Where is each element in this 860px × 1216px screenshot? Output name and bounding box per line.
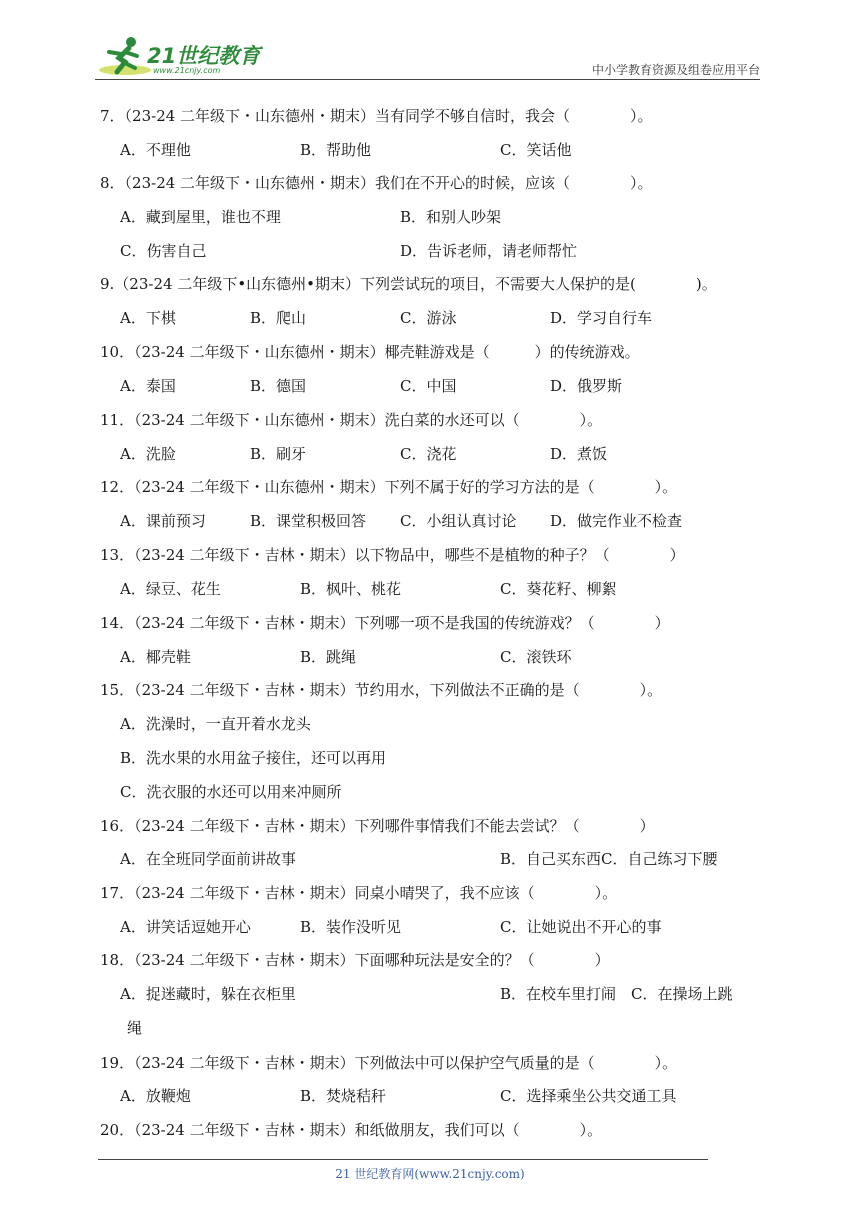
answer-option: B．焚烧秸秆	[300, 1087, 387, 1105]
footer-divider	[98, 1159, 708, 1160]
answer-option: D．学习自行车	[550, 309, 653, 327]
answer-option: C．中国	[400, 377, 457, 395]
footer-source: 21 世纪教育网(www.21cnjy.com)	[335, 1167, 525, 1181]
answer-option: B．装作没听见	[300, 918, 402, 936]
answer-option: C．笑话他	[500, 141, 572, 159]
answer-option: A．讲笑话逗她开心	[120, 918, 251, 936]
answer-option: D．告诉老师，请老师帮忙	[400, 242, 578, 260]
answer-option: A．课前预习	[120, 512, 206, 530]
question-stem: 8．（23-24 二年级下・山东德州・期末）我们在不开心的时候，应该（ ）。	[100, 174, 653, 192]
answer-option: C．小组认真讨论	[400, 512, 517, 530]
platform-name: 中小学教育资源及组卷应用平台	[591, 63, 760, 77]
answer-option: A．捉迷藏时，躲在衣柜里	[120, 985, 296, 1003]
answer-option: C．浇花	[400, 445, 457, 463]
answer-option: A．下棋	[120, 309, 176, 327]
question-stem: 16．（23-24 二年级下・吉林・期末）下列哪件事情我们不能去尝试？（ ）	[100, 817, 655, 835]
page-header	[95, 30, 760, 80]
runner-logo-icon	[95, 34, 151, 78]
answer-option: A．椰壳鞋	[120, 648, 191, 666]
answer-option: B．在校车里打闹 C．在操场上跳	[500, 985, 733, 1003]
answer-option: B．德国	[250, 377, 307, 395]
answer-option: B．和别人吵架	[400, 208, 502, 226]
question-stem: 12．（23-24 二年级下・山东德州・期末）下列不属于好的学习方法的是（ ）。	[100, 478, 678, 496]
answer-option: B．爬山	[250, 309, 307, 327]
answer-option: B．枫叶、桃花	[300, 580, 402, 598]
answer-option: B．帮助他	[300, 141, 372, 159]
answer-option: C．滚铁环	[500, 648, 572, 666]
answer-option: B．跳绳	[300, 648, 357, 666]
logo-text: 21世纪教育	[147, 44, 261, 68]
answer-option: D．俄罗斯	[550, 377, 623, 395]
answer-option: A．藏到屋里，谁也不理	[120, 208, 281, 226]
answer-option: 绳	[127, 1019, 143, 1037]
header-divider	[95, 79, 760, 80]
question-stem: 11．（23-24 二年级下・山东德州・期末）洗白菜的水还可以（ ）。	[100, 411, 603, 429]
answer-option: C．葵花籽、柳絮	[500, 580, 617, 598]
answer-option: C．游泳	[400, 309, 457, 327]
question-stem: 17．（23-24 二年级下・吉林・期末）同桌小晴哭了，我不应该（ ）。	[100, 884, 618, 902]
site-logo	[95, 34, 265, 78]
answer-option: C．选择乘坐公共交通工具	[500, 1087, 677, 1105]
answer-option: C．伤害自己	[120, 242, 207, 260]
answer-option: A．不理他	[120, 141, 191, 159]
question-stem: 13．（23-24 二年级下・吉林・期末）以下物品中，哪些不是植物的种子？（ ）	[100, 546, 685, 564]
answer-option: B．课堂积极回答	[250, 512, 367, 530]
answer-option: D．煮饭	[550, 445, 608, 463]
question-stem: 15．（23-24 二年级下・吉林・期末）节约用水，下列做法不正确的是（ ）。	[100, 681, 663, 699]
answer-option: A．泰国	[120, 377, 176, 395]
answer-option: A．绿豆、花生	[120, 580, 221, 598]
logo-url: www.21cnjy.com	[153, 66, 221, 75]
answer-option: B．自己买东西C．自己练习下腰	[500, 850, 718, 868]
answer-option: D．做完作业不检查	[550, 512, 683, 530]
question-stem: 14．（23-24 二年级下・吉林・期末）下列哪一项不是我国的传统游戏？（ ）	[100, 614, 670, 632]
answer-option: B．刷牙	[250, 445, 307, 463]
question-stem: 18．（23-24 二年级下・吉林・期末）下面哪种玩法是安全的？（ ）	[100, 951, 610, 969]
answer-option: B．洗水果的水用盆子接住，还可以再用	[120, 749, 387, 767]
question-stem: 9.（23-24 二年级下•山东德州•期末）下列尝试玩的项目，不需要大人保护的是( )。	[100, 275, 717, 293]
answer-option: C．洗衣服的水还可以用来冲厕所	[120, 783, 342, 801]
question-stem: 19．（23-24 二年级下・吉林・期末）下列做法中可以保护空气质量的是（ ）。	[100, 1054, 678, 1072]
question-stem: 20．（23-24 二年级下・吉林・期末）和纸做朋友，我们可以（ ）。	[100, 1121, 603, 1139]
question-stem: 7．（23-24 二年级下・山东德州・期末）当有同学不够自信时，我会（ ）。	[100, 107, 653, 125]
answer-option: C．让她说出不开心的事	[500, 918, 662, 936]
question-stem: 10．（23-24 二年级下・山东德州・期末）椰壳鞋游戏是（ ）的传统游戏。	[100, 343, 640, 361]
answer-option: A．放鞭炮	[120, 1087, 191, 1105]
answer-option: A．洗脸	[120, 445, 176, 463]
answer-option: A．洗澡时，一直开着水龙头	[120, 715, 311, 733]
answer-option: A．在全班同学面前讲故事	[120, 850, 296, 868]
